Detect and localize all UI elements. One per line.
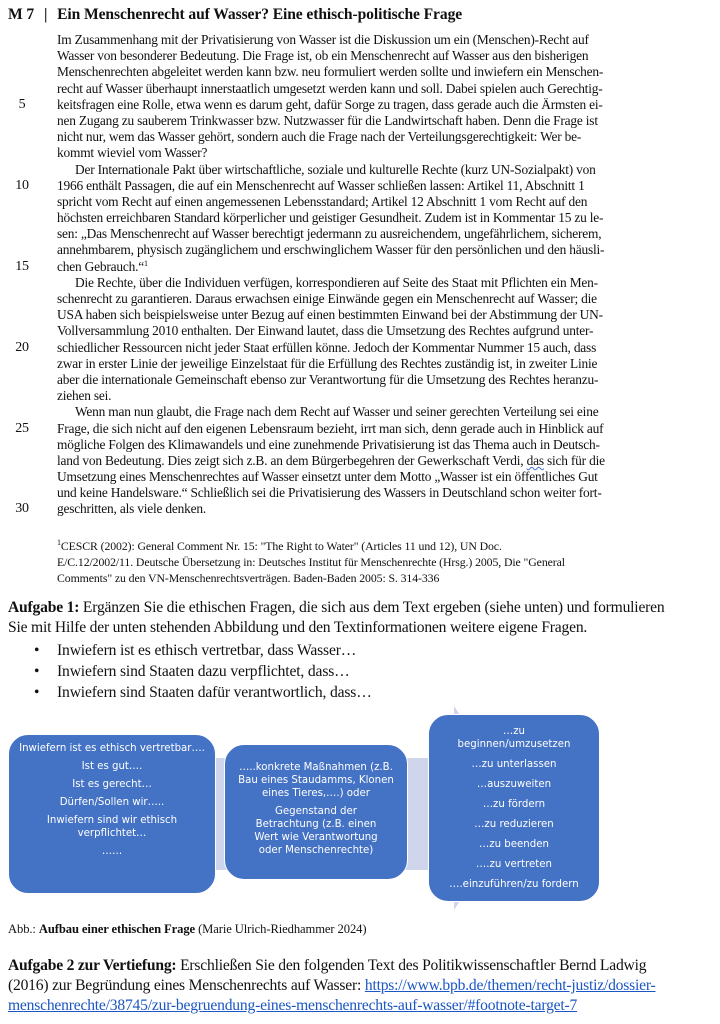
box-item: Inwiefern sind wir ethisch verpflichtet… xyxy=(46,815,178,839)
text-line xyxy=(57,226,697,242)
line-text: mögliche Folgen des Klimawandels und eine zunehmende Privatisierung ist das Thema auch in Deutsch- xyxy=(57,436,600,452)
box-question-starters xyxy=(8,734,216,894)
footnote-reference: 1 xyxy=(143,258,148,268)
text-line xyxy=(57,275,697,291)
line-number: 25 xyxy=(15,420,29,436)
text-line xyxy=(57,485,697,501)
line-text: Frage, die sich nicht auf den eigenen Lebensraum bezieht, irrt man sich, denn gerade auch in Hinblick auf xyxy=(57,420,604,436)
text-line xyxy=(57,323,697,339)
task-2-text: Erschließen Sie den folgenden Text des Politikwissenschaftler Bernd Ladwig xyxy=(176,957,647,974)
line-text: nicht nur, wem das Wasser gehört, sondern auch die Frage nach der Verteilungsgerechtigkeit: Wer be- xyxy=(57,129,582,145)
box-item: …zu beenden xyxy=(479,839,549,850)
task-1-label: Aufgabe 1: xyxy=(8,599,80,616)
task-2-label: Aufgabe 2 zur Vertiefung: xyxy=(8,957,177,974)
box-item: …zu fördern xyxy=(482,799,546,810)
main-text xyxy=(15,32,697,518)
line-text: zwar in erster Linie der jeweilige Einzelstaat für die Erfüllung des Rechtes zuständig ist, in zweiter Linie xyxy=(57,355,598,371)
line-text: Wenn man nun glaubt, die Frage nach dem Recht auf Wasser und seiner gerechten Verteilung sei eine xyxy=(75,404,599,420)
text-line xyxy=(57,469,697,485)
line-text: chen Gebrauch.“ xyxy=(57,258,144,274)
text-line xyxy=(15,177,697,194)
line-text: land von Bedeutung. Dies zeigt sich z.B. an dem Bürgerbegehren der Gewerkschaft Verdi, xyxy=(57,452,524,468)
line-text: nen Zugang zu sauberem Trinkwasser bzw. Nutzwasser für die Landwirtschaft haben. Denn die Frage ist xyxy=(57,112,598,128)
text-line xyxy=(57,453,697,469)
line-text: sen: „Das Menschenrecht auf Wasser berechtigt jedermann zu ausreichendem, ungefährlichem, sicherem, xyxy=(57,226,602,242)
text-line xyxy=(57,162,697,178)
title-text: Ein Menschenrecht auf Wasser? Eine ethisch-politische Frage xyxy=(57,6,463,23)
bullet-icon: • xyxy=(34,684,40,701)
line-text: 1966 enthält Passagen, die auf ein Menschenrecht auf Wasser schließen lassen: Artikel 11, Abschnitt 1 xyxy=(57,177,585,193)
line-text: keitsfragen eine Rolle, etwa wenn es darum geht, dafür Sorge zu tragen, dass gerade auch die Ärmsten ei- xyxy=(57,96,603,112)
line-text: recht auf Wasser überhaupt innerstaatlich umgesetzt werden kann und soll. Dabei spielen auch Gerechtig- xyxy=(57,80,603,96)
title-separator: | xyxy=(43,6,48,23)
text-line xyxy=(57,437,697,453)
list-item: • Inwiefern ist es ethisch vertretbar, dass Wasser… xyxy=(34,642,357,659)
line-text: USA haben sich beispielsweise unter Bezug auf einen bestimmten Einwand bei der Abstimmung der UN- xyxy=(57,307,603,323)
text-line xyxy=(57,81,697,97)
text-line xyxy=(57,307,697,323)
box-actions xyxy=(428,714,600,902)
text-line xyxy=(57,129,697,145)
question-list xyxy=(30,640,372,703)
line-number: 10 xyxy=(15,177,29,193)
line-text: spricht vom Recht auf einen angemessenen Lebensstandard; Artikel 12 Abschnitt 1 vom Recht auf den xyxy=(57,193,588,209)
text-line xyxy=(15,501,697,517)
text-line xyxy=(15,258,697,275)
line-text: und keine Handelsware.“ Schließlich sei die Privatisierung des Wassers in Deutschland schon weiter fort- xyxy=(57,485,602,501)
text-line xyxy=(57,291,697,307)
footnote-line: Comments" zu den VN-Menschenrechtsverträgen. Baden-Baden 2005: S. 314-336 xyxy=(57,571,440,585)
box-item: …zu reduzieren xyxy=(474,819,554,830)
footnote-marker: 1 xyxy=(57,538,61,547)
task-1-text: Ergänzen Sie die ethischen Fragen, die sich aus dem Text ergeben (siehe unten) und formulieren xyxy=(79,599,665,616)
box-item: Inwiefern ist es ethisch vertretbar…. xyxy=(19,743,205,754)
line-text: höchsten erreichbaren Standard körperlicher und geistiger Gesundheit. Zudem ist in Kommentar 15 zu le- xyxy=(57,210,604,226)
line-number: 15 xyxy=(15,258,29,274)
line-text: ziehen sei. xyxy=(57,388,112,404)
line-text: Die Rechte, über die Individuen verfügen, korrespondieren auf Seite des Staat mit Pflichten ein Men- xyxy=(75,274,598,290)
footnote-line: E/C.12/2002/11. Deutsche Übersetzung in: Deutsches Institut für Menschenrechte (Hrsg.) 2005, Die "General xyxy=(57,555,565,569)
bullet-icon: • xyxy=(34,663,40,680)
source-link[interactable]: https://www.bpb.de/themen/recht-justiz/dossier- xyxy=(364,977,656,994)
box-item: Dürfen/Sollen wir….. xyxy=(59,797,165,808)
line-text: annehmbarem, physisch zugänglichem und erschwinglichem Wasser für den persönlichen und den häusli- xyxy=(57,242,605,258)
box-item: …zu unterlassen xyxy=(471,759,557,770)
list-item: • Inwiefern sind Staaten dafür verantwortlich, dass… xyxy=(34,684,372,701)
box-subject xyxy=(224,744,408,880)
text-line xyxy=(57,32,697,48)
spellcheck-marked-word: das xyxy=(526,452,544,468)
line-text: schenrecht zu garantieren. Daraus erwachsen einige Einwände gegen ein Menschenrecht auf Wasser; die xyxy=(57,291,597,306)
line-text-after: sich für die xyxy=(543,452,605,468)
line-text: Menschenrechten abgeleitet werden kann bzw. neu formuliert werden sollte und inwiefern ein Menschen- xyxy=(57,64,604,80)
line-text: Vollversammlung 2010 enthalten. Der Einwand lautet, dass die Umsetzung des Rechtes aufgrund unter- xyxy=(57,323,594,339)
line-text: Im Zusammenhang mit der Privatisierung von Wasser ist die Diskussion um ein (Menschen)-Recht auf xyxy=(57,32,589,47)
box-item: ….einzuführen/zu fordern xyxy=(449,879,579,890)
line-number: 5 xyxy=(18,96,26,112)
box-item: Ist es gerecht… xyxy=(72,779,152,790)
text-line xyxy=(57,194,697,210)
figure-caption: Abb.: Aufbau einer ethischen Frage (Marie Ulrich-Riedhammer 2024) xyxy=(8,922,367,936)
line-text: geschritten, als viele denken. xyxy=(57,501,207,517)
box-item: Ist es gut…. xyxy=(81,761,143,772)
line-text: aber die internationale Gemeinschaft ebenso zur Verantwortung für die Umsetzung des Rechtes heranzu- xyxy=(57,371,599,387)
line-text: Umsetzung eines Menschenrechtes auf Wasser einsetzt unter dem Motto „Wasser ist ein öffentliches Gut xyxy=(57,469,598,485)
text-line xyxy=(57,145,697,161)
source-link-continued[interactable]: menschenrechte/38745/zur-begruendung-eines-menschenrechts-auf-wasser/#footnote-target-7 xyxy=(8,997,578,1014)
text-line xyxy=(57,48,697,64)
box-item: …… xyxy=(101,846,123,857)
footnote xyxy=(57,538,707,586)
text-line xyxy=(57,242,697,258)
box-item: ….zu vertreten xyxy=(476,859,552,870)
text-line xyxy=(57,356,697,372)
ethical-question-diagram xyxy=(0,706,720,910)
text-line xyxy=(18,96,697,113)
text-line xyxy=(57,64,697,80)
line-number: 30 xyxy=(15,501,29,517)
box-item: …..konkrete Maßnahmen (z.B. Bau eines Staudamms, Klonen eines Tieres,….) oder xyxy=(238,762,394,799)
box-item: …auszuweiten xyxy=(476,779,552,790)
line-text: kommt wieviel vom Wasser? xyxy=(57,145,208,161)
line-number: 20 xyxy=(15,339,29,355)
line-text: schiedlicher Ressourcen nicht jeder Staat erfüllen könne. Jedoch der Kommentar Nummer 15 auch, dass xyxy=(57,339,597,355)
page-title xyxy=(8,6,462,24)
line-text: Der Internationale Pakt über wirtschaftliche, soziale und kulturelle Rechte (kurz UN-Sozialpakt) von xyxy=(75,161,596,177)
text-line xyxy=(57,372,697,388)
line-text: Wasser von besonderer Bedeutung. Die Frage ist, ob ein Menschenrecht auf Wasser aus den bisherigen xyxy=(57,48,589,64)
footnote-line: $^1$CESCR (2002): General Comment Nr. 15: "The Right to Water" (Articles 11 und 12), UN Doc. xyxy=(57,538,502,553)
text-line xyxy=(57,113,697,129)
caption-title: Aufbau einer ethischen Frage xyxy=(38,922,196,936)
text-line xyxy=(15,420,697,437)
text-line xyxy=(15,339,697,356)
box-item: …zu beginnen/umzusetzen xyxy=(457,726,571,750)
text-line xyxy=(57,388,697,404)
task-1-text-2: Sie mit Hilfe der unten stehenden Abbildung und den Textinformationen weitere eigene Fragen. xyxy=(8,619,588,636)
task-1 xyxy=(8,598,720,638)
text-line xyxy=(57,404,697,420)
box-item: Gegenstand der Betrachtung (z.B. einen Wert wie Verantwortung oder Menschenrechte) xyxy=(254,806,378,856)
text-line xyxy=(57,210,697,226)
list-item: • Inwiefern sind Staaten dazu verpflichtet, dass… xyxy=(34,663,350,680)
bullet-icon: • xyxy=(34,642,40,659)
material-label: M 7 xyxy=(8,6,35,23)
task-2: Aufgabe 2 zur Vertiefung: Erschließen Sie den folgenden Text des Politikwissenschaftler Bernd Ladwig (2016) zur Begründung eines Menschenrechts auf Wasser: https://www.bpb.de/themen/recht-justiz/dossier- menschenrechte/38745/zur-begruendung-eines-menschenrechts-auf-wasser/#footnote-target-7 xyxy=(8,957,656,1014)
